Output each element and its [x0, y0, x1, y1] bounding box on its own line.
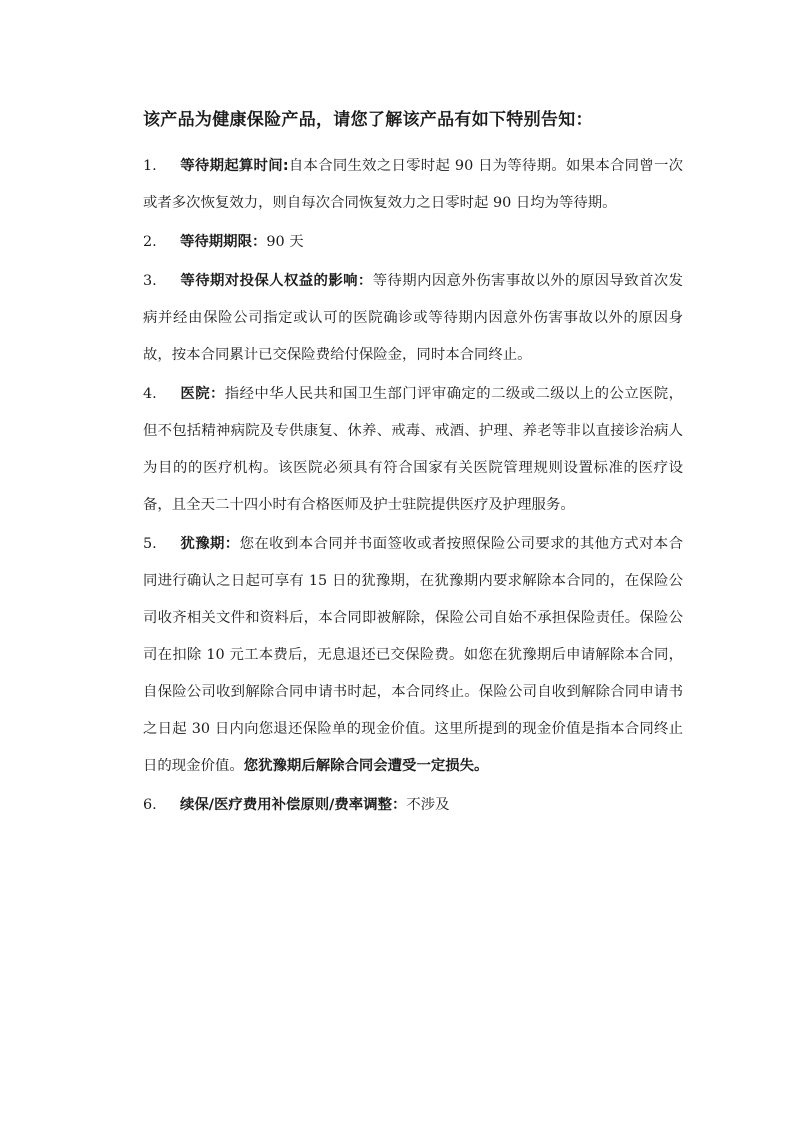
item-number: 5. [143, 536, 157, 552]
item-number: 2. [143, 234, 157, 250]
item-text: 自本合同生效之日零时起 90 日为等待期。如果本合同曾一次或者多次恢复效力，则自每次合同恢复效力之日零时起 90 日均为等待期。 [143, 158, 683, 211]
item-text: 您在收到本合同并书面签收或者按照保险公司要求的其他方式对本合同进行确认之日起可享有 15 日的犹豫期，在犹豫期内要求解除本合同的，在保险公司收齐相关文件和资料后，本合同即被解除，保险公司自始不承担保险责任。保险公司在扣除 10 元工本费后，无息退还已交保险费。如您在犹豫期后申请解除本合同，自保险公司收到解除合同申请书时起，本合同终止。保险公司自收到解除合同申请书之日起 30 日内向您退还保险单的现金价值。这里所提到的现金价值是指本合同终止日的现金价值。 [143, 536, 683, 774]
item-term: 等待期对投保人权益的影响 [180, 273, 358, 289]
notice-item-2 [143, 224, 683, 261]
notice-title: 该产品为健康保险产品，请您了解该产品有如下特别告知： [143, 110, 593, 130]
item-term: 续保/医疗费用补偿原则/费率调整 [180, 797, 392, 813]
item-term: 犹豫期 [180, 536, 225, 552]
item-term: 等待期期限 [180, 234, 252, 250]
item-text: 指经中华人民共和国卫生部门评审确定的二级或二级以上的公立医院，但不包括精神病院及专供康复、休养、戒毒、戒酒、护理、养老等非以直接诊治病人为目的的医疗机构。该医院必须具有符合国家有关医院管理规则设置标准的医疗设备，且全天二十四小时有合格医师及护士驻院提供医疗及护理服务。 [143, 386, 683, 513]
notice-item-3 [143, 263, 683, 374]
item-number: 4. [143, 386, 157, 402]
item-text: 90 天 [266, 234, 304, 250]
item-separator: ： [210, 386, 225, 402]
item-separator: ： [224, 536, 240, 552]
item-separator: ： [357, 273, 373, 289]
item-text: 等待期内因意外伤害事故以外的原因导致首次发病并经由保险公司指定或认可的医院确诊或等待期内因意外伤害事故以外的原因身故，按本合同累计已交保险费给付保险金，同时本合同终止。 [143, 273, 683, 363]
item-emphasis: 您犹豫期后解除合同会遭受一定损失。 [243, 758, 489, 774]
item-number: 3. [143, 273, 157, 289]
item-separator: ： [251, 234, 267, 250]
notice-item-6 [143, 787, 683, 824]
notice-item-5 [143, 526, 683, 785]
item-term: 等待期起算时间 [180, 158, 283, 174]
item-number: 6. [143, 797, 157, 813]
item-separator: : [282, 158, 289, 174]
item-term: 医院 [180, 386, 210, 402]
item-number: 1. [143, 158, 157, 174]
item-separator: ： [391, 797, 407, 813]
notice-item-4 [143, 376, 683, 524]
notice-item-1 [143, 148, 683, 222]
item-text: 不涉及 [406, 797, 450, 813]
notice-list [143, 148, 683, 826]
